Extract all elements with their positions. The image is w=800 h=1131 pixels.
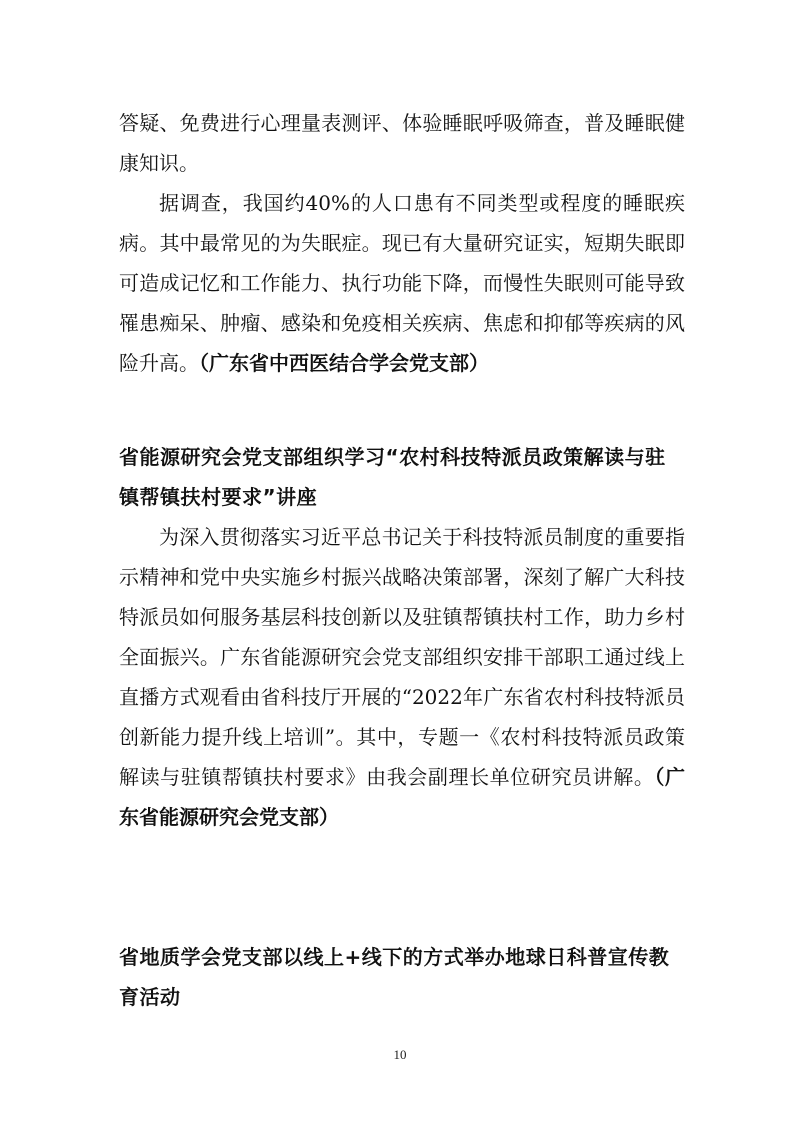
source-attribution: （广东省能源研究会党支部） <box>119 765 686 829</box>
source-attribution: （广东省中西医结合学会党支部） <box>199 351 489 375</box>
section-heading: 省地质学会党支部以线上+线下的方式举办地球日科普宣传教育活动 <box>119 945 670 1009</box>
paragraph-sleep-knowledge <box>119 103 685 183</box>
page-number: 10 <box>393 1047 407 1062</box>
section-heading-geology <box>119 937 685 1017</box>
paragraph-text: 为深入贯彻落实习近平总书记关于科技特派员制度的重要指示精神和党中央实施乡村振兴战略决策部署，深刻了解广大科技特派员如何服务基层科技创新以及驻镇帮镇扶村工作，助力乡村全面振兴。广东省能源研究会党支部组织安排干部职工通过线上直播方式观看由省科技厅开展的“2022年广东省农村科技特派员创新能力提升线上培训”。其中，专题一《农村科技特派员政策解读与驻镇帮镇扶村要求》由我会副理长单位研究员讲解。 <box>119 525 685 789</box>
paragraph-text: 答疑、免费进行心理量表测评、体验睡眠呼吸筛查，普及睡眠健康知识。 <box>119 111 685 175</box>
paragraph-sleep-survey <box>119 183 685 383</box>
section-heading-energy <box>119 437 685 517</box>
paragraph-text: 据调查，我国约40%的人口患有不同类型或程度的睡眠疾病。其中最常见的为失眠症。现已有大量研究证实，短期失眠即可造成记忆和工作能力、执行功能下降，而慢性失眠则可能导致罹患痴呆、肿瘤、感染和免疫相关疾病、焦虑和抑郁等疾病的风险升高。 <box>119 191 685 375</box>
section-heading: 省能源研究会党支部组织学习“农村科技特派员政策解读与驻镇帮镇扶村要求”讲座 <box>119 445 666 509</box>
paragraph-energy-lecture <box>119 517 685 837</box>
